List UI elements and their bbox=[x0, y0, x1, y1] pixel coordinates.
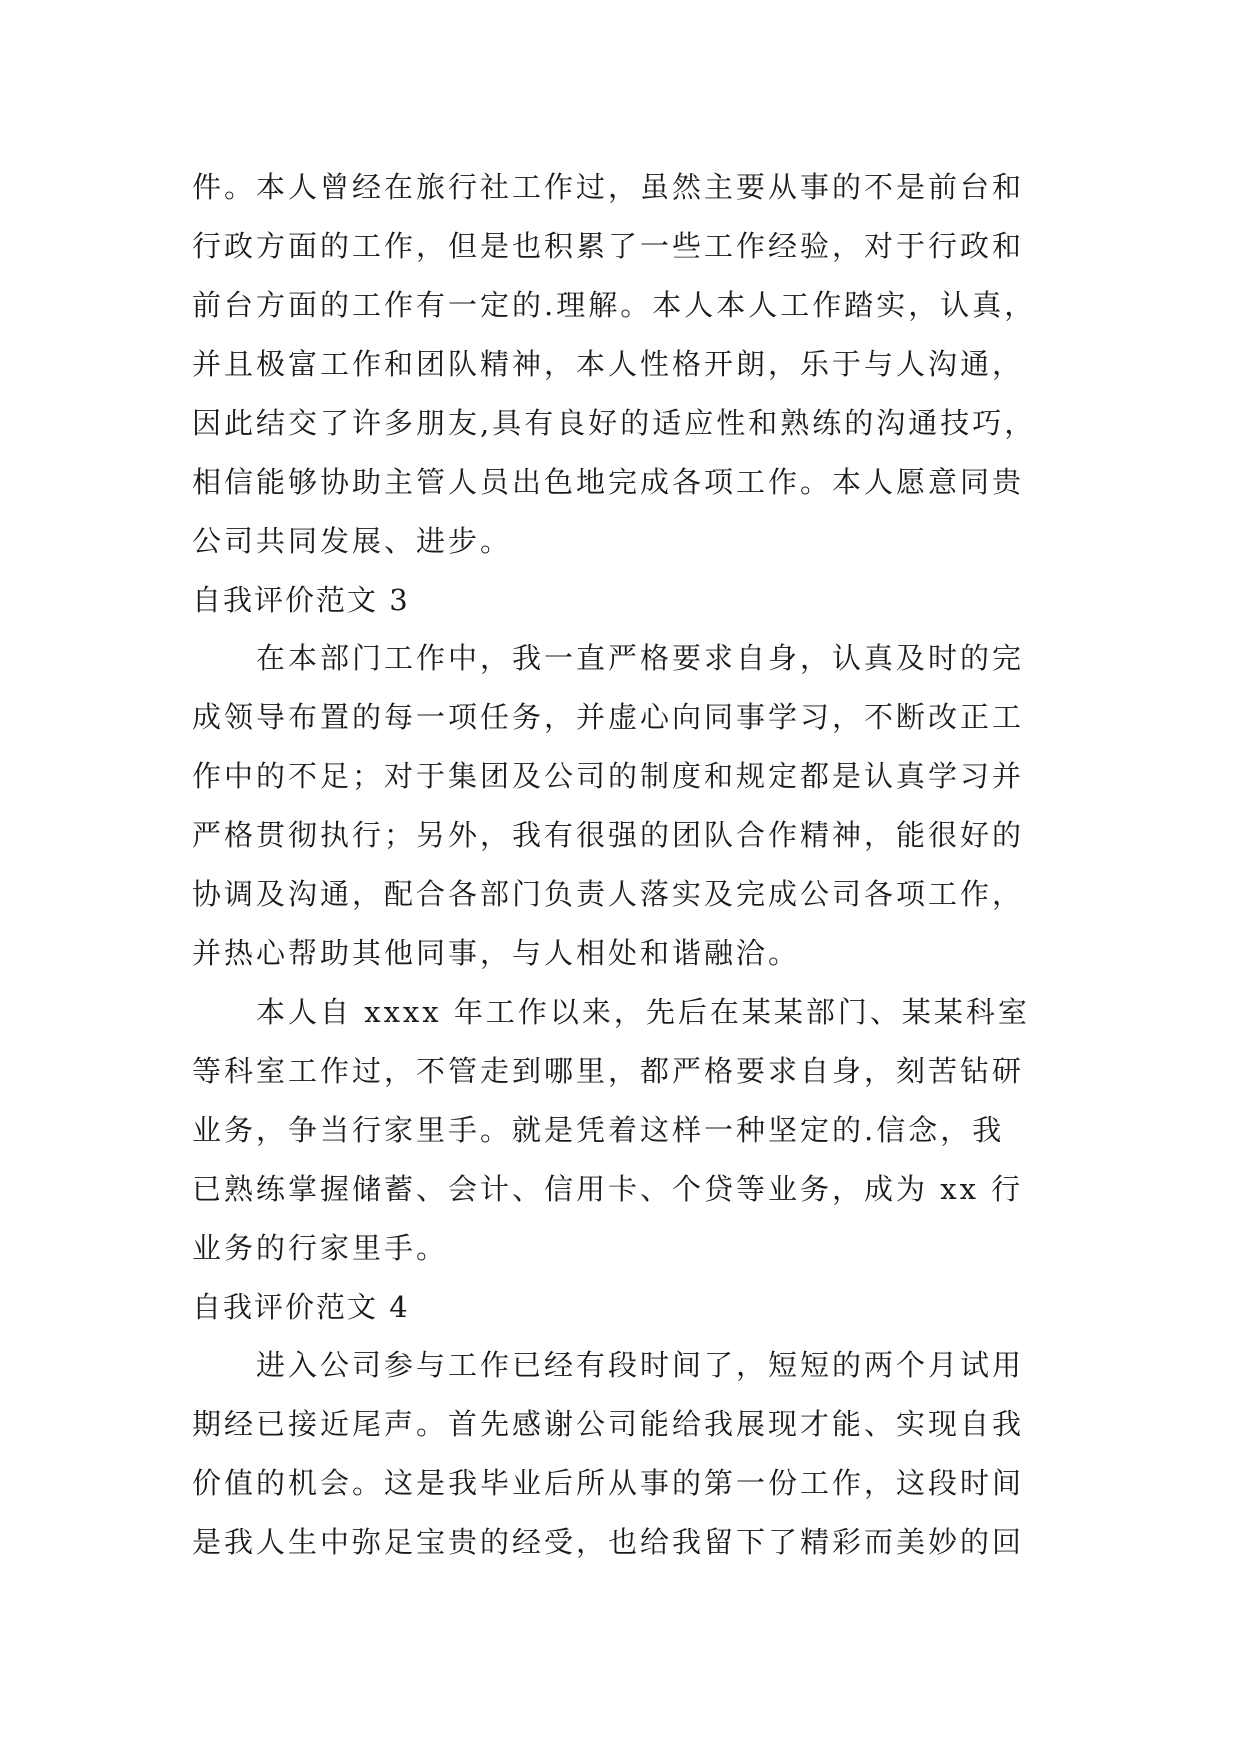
text-line: 前台方面的工作有一定的.理解。本人本人工作踏实，认真， bbox=[192, 288, 1037, 322]
text-line: 等科室工作过，不管走到哪里，都严格要求自身，刻苦钻研 bbox=[192, 1054, 1025, 1088]
text-line: 业务，争当行家里手。就是凭着这样一种坚定的.信念，我 bbox=[192, 1113, 1005, 1147]
text-line: 价值的机会。这是我毕业后所从事的第一份工作，这段时间 bbox=[192, 1466, 1025, 1500]
section-3-paragraph-1 bbox=[192, 629, 1052, 983]
text-line: 并且极富工作和团队精神，本人性格开朗，乐于与人沟通， bbox=[192, 347, 1025, 381]
text-line: 本人自 xxxx 年工作以来，先后在某某部门、某某科室 bbox=[256, 995, 1030, 1029]
text-line: 严格贯彻执行；另外，我有很强的团队合作精神，能很好的 bbox=[192, 818, 1025, 852]
text-line: 进入公司参与工作已经有段时间了，短短的两个月试用 bbox=[256, 1348, 1025, 1382]
text-line: 公司共同发展、进步。 bbox=[192, 524, 513, 558]
section-heading-3: 自我评价范文 3 bbox=[192, 583, 410, 617]
text-line: 已熟练掌握储蓄、会计、信用卡、个贷等业务，成为 xx 行 bbox=[192, 1172, 1024, 1206]
text-line: 作中的不足；对于集团及公司的制度和规定都是认真学习并 bbox=[192, 759, 1025, 793]
text-line: 期经已接近尾声。首先感谢公司能给我展现才能、实现自我 bbox=[192, 1407, 1025, 1441]
document-body bbox=[192, 158, 1052, 1572]
text-line: 业务的行家里手。 bbox=[192, 1231, 449, 1265]
text-line: 并热心帮助其他同事，与人相处和谐融洽。 bbox=[192, 936, 801, 970]
text-line: 行政方面的工作，但是也积累了一些工作经验，对于行政和 bbox=[192, 229, 1025, 263]
text-line: 因此结交了许多朋友,具有良好的适应性和熟练的沟通技巧， bbox=[192, 406, 1037, 440]
section-3-paragraph-2 bbox=[192, 983, 1052, 1278]
text-line: 相信能够协助主管人员出色地完成各项工作。本人愿意同贵 bbox=[192, 465, 1025, 499]
continuation-paragraph bbox=[192, 158, 1052, 571]
text-line: 是我人生中弥足宝贵的经受，也给我留下了精彩而美妙的回 bbox=[192, 1525, 1025, 1559]
section-4-paragraph-1 bbox=[192, 1336, 1052, 1572]
text-line: 协调及沟通，配合各部门负责人落实及完成公司各项工作， bbox=[192, 877, 1025, 911]
text-line: 件。本人曾经在旅行社工作过，虽然主要从事的不是前台和 bbox=[192, 170, 1025, 204]
text-line: 成领导布置的每一项任务，并虚心向同事学习，不断改正工 bbox=[192, 700, 1025, 734]
text-line: 在本部门工作中，我一直严格要求自身，认真及时的完 bbox=[256, 641, 1025, 675]
section-heading-4: 自我评价范文 4 bbox=[192, 1290, 410, 1324]
